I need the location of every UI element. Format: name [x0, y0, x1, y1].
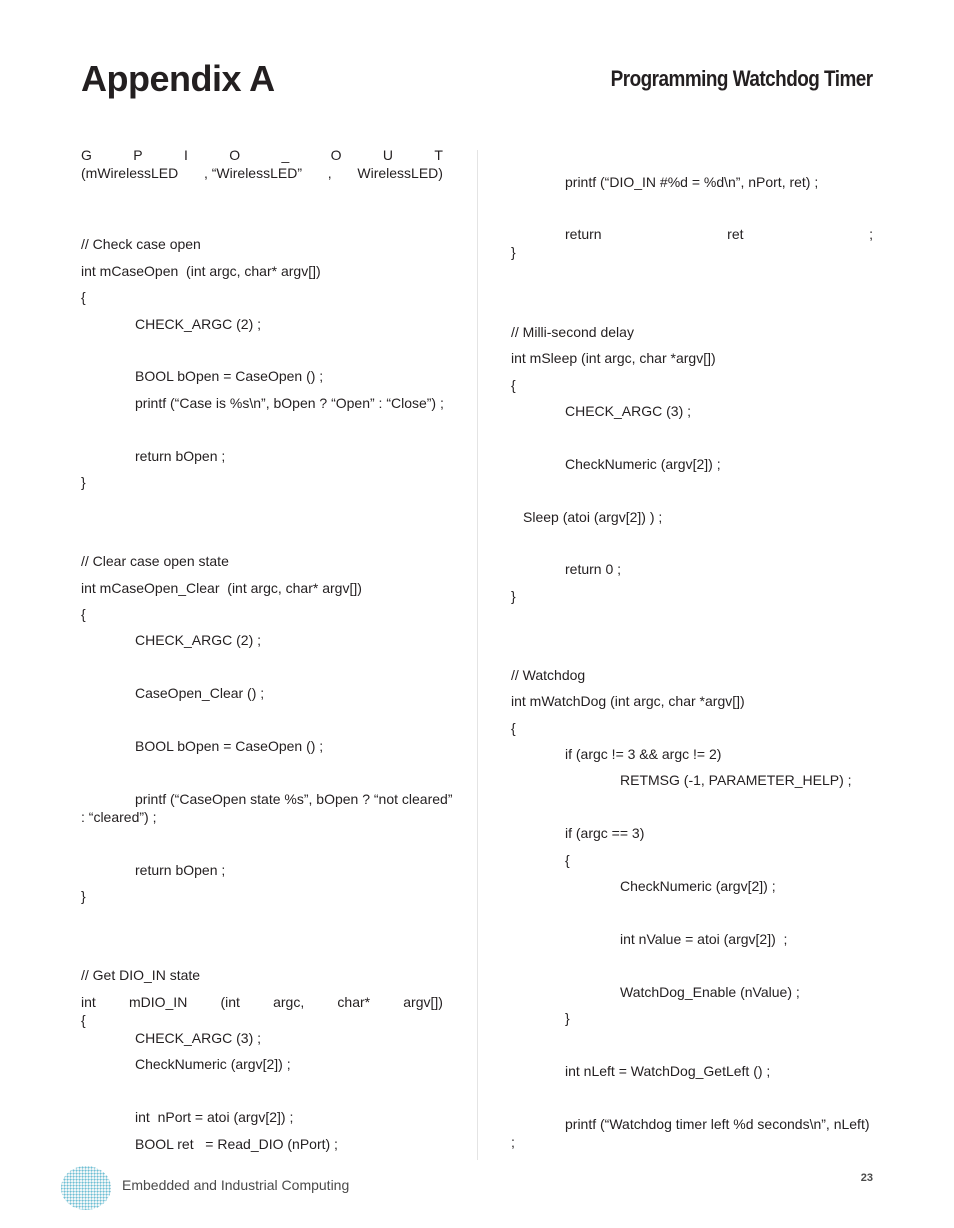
code-line: } [565, 1010, 570, 1026]
code-line: int mSleep (int argc, char *argv[]) [511, 350, 716, 366]
code-line: Sleep (atoi (argv[2]) ) ; [523, 509, 663, 525]
page-number: 23 [860, 1172, 873, 1184]
code-token: return [565, 226, 602, 242]
code-line: } [511, 244, 516, 260]
code-token: U [382, 147, 393, 163]
code-token: (int [220, 994, 240, 1010]
code-line: { [511, 377, 516, 393]
code-token: O [330, 147, 342, 163]
code-line: BOOL bOpen = CaseOpen () ; [135, 368, 324, 384]
code-line: CHECK_ARGC (3) ; [135, 1030, 262, 1046]
code-line: printf (“CaseOpen state %s”, bOpen ? “not cleared” [135, 791, 453, 807]
code-token: I [183, 147, 188, 163]
code-line: CHECK_ARGC (2) ; [135, 316, 262, 332]
code-line: if (argc != 3 && argc != 2) [565, 746, 722, 762]
code-line: { [81, 606, 86, 622]
code-token: G [81, 147, 92, 163]
code-line: WatchDog_Enable (nValue) ; [620, 984, 800, 1000]
code-token: argv[]) [403, 994, 443, 1010]
code-line: int mCaseOpen (int argc, char* argv[]) [81, 263, 321, 279]
code-token: ; [869, 226, 873, 242]
code-line: } [81, 888, 86, 904]
code-token: , [327, 165, 332, 181]
code-line: return 0 ; [565, 561, 622, 577]
code-token: ret [727, 226, 744, 242]
code-token: argc, [273, 994, 305, 1010]
code-token: _ [281, 147, 290, 163]
code-comment: // Check case open [81, 236, 201, 252]
code-line: return bOpen ; [135, 862, 226, 878]
code-comment: // Get DIO_IN state [81, 967, 201, 983]
code-line: int nPort = atoi (argv[2]) ; [135, 1109, 294, 1125]
column-divider [477, 150, 478, 1160]
code-line: RETMSG (-1, PARAMETER_HELP) ; [620, 772, 852, 788]
code-token: P [133, 147, 143, 163]
section-title: Programming Watchdog Timer [610, 66, 873, 91]
footer-company-name: Embedded and Industrial Computing [122, 1177, 350, 1193]
gpio-out-letters [81, 146, 443, 164]
code-line: BOOL ret = Read_DIO (nPort) ; [135, 1136, 338, 1152]
code-line: ; [511, 1134, 515, 1150]
code-line: printf (“Case is %s\n”, bOpen ? “Open” : “Close”) ; [135, 395, 444, 411]
code-line: int mCaseOpen_Clear (int argc, char* argv[]) [81, 580, 362, 596]
code-line: } [81, 474, 86, 490]
code-line: } [511, 588, 516, 604]
code-line: CHECK_ARGC (2) ; [135, 632, 262, 648]
code-token: , “WirelessLED” [203, 165, 302, 181]
code-comment: // Milli-second delay [511, 324, 634, 340]
code-line: if (argc == 3) [565, 825, 645, 841]
code-comment: // Watchdog [511, 667, 586, 683]
code-line: BOOL bOpen = CaseOpen () ; [135, 738, 324, 754]
code-line: CheckNumeric (argv[2]) ; [565, 456, 721, 472]
code-token: char* [337, 994, 371, 1010]
code-token: O [229, 147, 241, 163]
code-line: : “cleared”) ; [81, 809, 157, 825]
code-line: { [81, 289, 86, 305]
code-line: int mWatchDog (int argc, char *argv[]) [511, 693, 745, 709]
code-token: (mWirelessLED [81, 165, 179, 181]
code-line: int nValue = atoi (argv[2]) ; [620, 931, 788, 947]
code-line: { [511, 720, 516, 736]
dio-in-signature [81, 993, 443, 1011]
code-line [565, 225, 873, 243]
code-token: int [81, 994, 96, 1010]
code-line: CheckNumeric (argv[2]) ; [135, 1056, 291, 1072]
code-line: { [81, 1012, 86, 1028]
code-line: CaseOpen_Clear () ; [135, 685, 265, 701]
code-line: int nLeft = WatchDog_GetLeft () ; [565, 1063, 771, 1079]
company-globe-logo [60, 1163, 112, 1211]
code-line: { [565, 852, 570, 868]
code-line: CheckNumeric (argv[2]) ; [620, 878, 776, 894]
code-token: WirelessLED) [357, 165, 443, 181]
code-token: T [434, 147, 443, 163]
code-line: return bOpen ; [135, 448, 226, 464]
code-token: mDIO_IN [128, 994, 188, 1010]
code-comment: // Clear case open state [81, 553, 229, 569]
gpio-out-args [81, 164, 443, 182]
code-line: printf (“Watchdog timer left %d seconds\n”, nLeft) [565, 1116, 870, 1132]
code-line: CHECK_ARGC (3) ; [565, 403, 692, 419]
code-line: printf (“DIO_IN #%d = %d\n”, nPort, ret) ; [565, 174, 819, 190]
page-title: Appendix A [81, 58, 275, 99]
